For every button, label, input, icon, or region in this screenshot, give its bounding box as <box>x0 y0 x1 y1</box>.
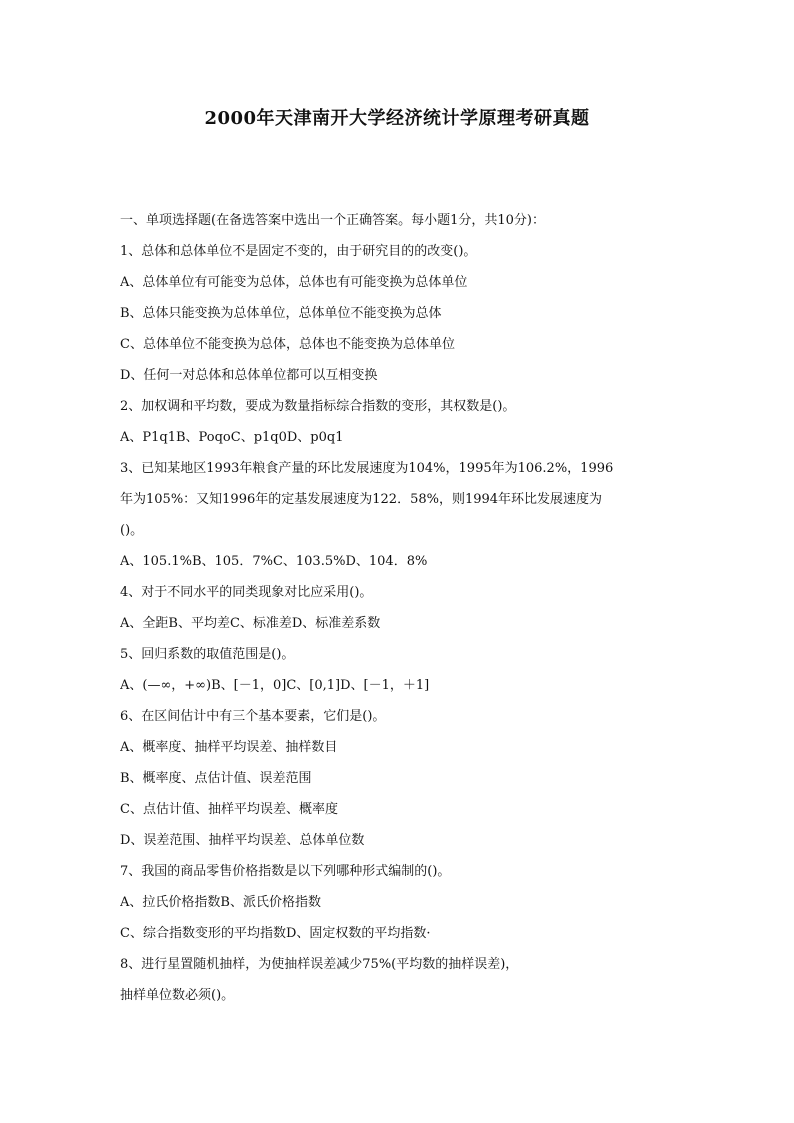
question-8-continued: 抽样单位数必须()。 <box>120 988 235 1003</box>
question-8: 8、进行星置随机抽样，为使抽样误差减少75%(平均数的抽样误差)， <box>120 957 519 972</box>
question-6-option-a: A、概率度、抽样平均误差、抽样数目 <box>120 740 338 755</box>
question-7: 7、我国的商品零售价格指数是以下列哪种形式编制的()。 <box>120 864 451 879</box>
question-1-option-d: D、任何一对总体和总体单位都可以互相变换 <box>120 368 378 383</box>
question-7-options-ab: A、拉氏价格指数B、派氏价格指数 <box>120 895 321 910</box>
question-1: 1、总体和总体单位不是固定不变的，由于研究目的的改变()。 <box>120 244 477 259</box>
document-body <box>120 205 660 1011</box>
question-1-option-c: C、总体单位不能变换为总体，总体也不能变换为总体单位 <box>120 337 455 352</box>
document-title: 2000年天津南开大学经济统计学原理考研真题 <box>204 108 590 129</box>
question-1-option-a: A、总体单位有可能变为总体，总体也有可能变换为总体单位 <box>120 275 468 290</box>
question-2: 2、加权调和平均数，要成为数量指标综合指数的变形，其权数是()。 <box>120 399 516 414</box>
question-2-options: A、P1q1B、PoqoC、p1q0D、p0q1 <box>120 430 344 445</box>
question-3: 3、已知某地区1993年粮食产量的环比发展速度为104%，1995年为106.2%，1996 <box>120 461 614 476</box>
question-3-end: ()。 <box>120 523 144 538</box>
question-6-option-c: C、点估计值、抽样平均误差、概率度 <box>120 802 338 817</box>
question-3-options: A、105.1%B、105．7%C、103.5%D、104．8% <box>120 554 428 569</box>
question-5-options: A、(—∞，+∞)B、[－1，0]C、[0,1]D、[－1，＋1] <box>120 678 430 693</box>
question-4: 4、对于不同水平的同类现象对比应采用()。 <box>120 585 373 600</box>
question-6: 6、在区间估计中有三个基本要素，它们是()。 <box>120 709 386 724</box>
question-6-option-d: D、误差范围、抽样平均误差、总体单位数 <box>120 833 365 848</box>
section-heading: 一、单项选择题(在备选答案中选出一个正确答案。每小题1分，共10分)： <box>120 213 545 228</box>
question-1-option-b: B、总体只能变换为总体单位，总体单位不能变换为总体 <box>120 306 442 321</box>
question-3-continued: 年为105%：又知1996年的定基发展速度为122．58%，则1994年环比发展速度为 <box>120 492 603 507</box>
question-6-option-b: B、概率度、点估计值、误差范围 <box>120 771 312 786</box>
question-4-options: A、全距B、平均差C、标准差D、标准差系数 <box>120 616 381 631</box>
question-5: 5、回归系数的取值范围是()。 <box>120 647 295 662</box>
question-7-options-cd: C、综合指数变形的平均指数D、固定权数的平均指数· <box>120 926 431 941</box>
